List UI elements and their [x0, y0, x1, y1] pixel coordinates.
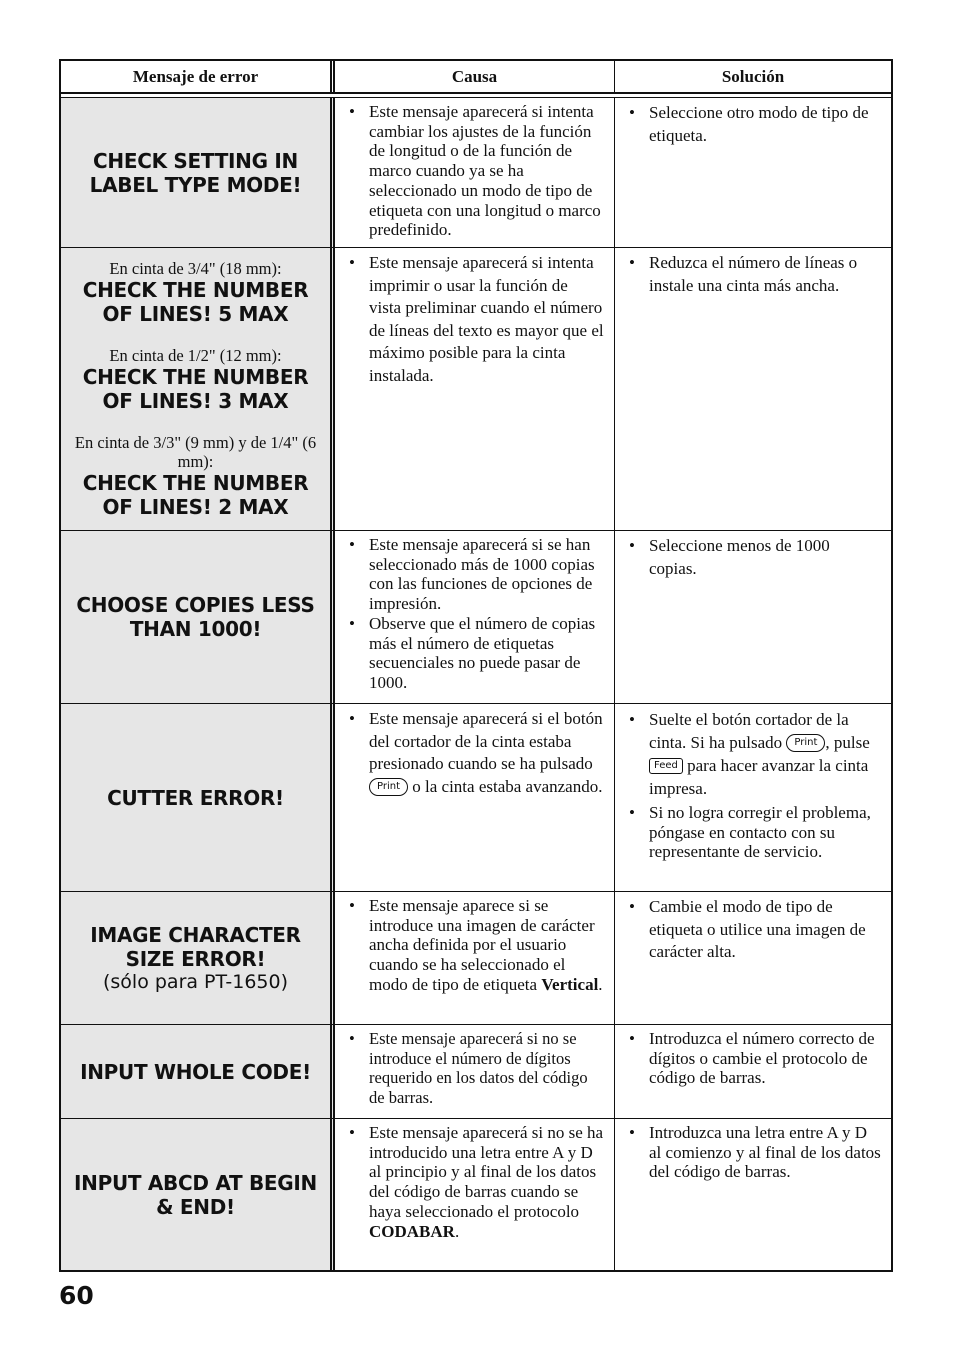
cause-cell	[335, 248, 615, 530]
table-row	[61, 531, 891, 704]
error-message: IMAGE CHARACTER SIZE ERROR!	[90, 922, 301, 971]
table-row	[61, 248, 891, 531]
solution-item: • Suelte el botón cortador de la cinta. Si ha pulsado Print , pulse Feed para hacer avanzar la cinta impresa.	[627, 708, 881, 800]
table-row	[61, 1119, 891, 1270]
error-message-cell	[61, 531, 335, 703]
cause-item: • Este mensaje aparecerá si el botón del cortador de la cinta estaba presionado cuando se ha pulsado Print o la cinta estaba avanzando.	[347, 708, 604, 798]
header-causa: Causa	[335, 61, 615, 92]
solution-cell	[615, 531, 891, 703]
solution-cell	[615, 248, 891, 530]
solution-cell	[615, 1025, 891, 1118]
cause-cell	[335, 98, 615, 247]
table-row	[61, 892, 891, 1025]
error-message-cell	[61, 98, 335, 247]
solution-item: • Introduzca el número correcto de dígitos o cambie el protocolo de código de barras.	[627, 1029, 881, 1088]
tape-note: En cinta de 1/2" (12 mm):	[109, 346, 282, 365]
error-message: CHECK THE NUMBER OF LINES! 3 MAX	[82, 365, 309, 413]
solution-cell	[615, 98, 891, 247]
error-message-cell	[61, 892, 335, 1024]
solution-cell	[615, 892, 891, 1024]
solution-item: • Si no logra corregir el problema, póngase en contacto con su representante de servicio.	[627, 803, 881, 862]
table-header	[61, 61, 891, 94]
error-message: CHECK THE NUMBER OF LINES! 5 MAX	[82, 278, 309, 326]
error-message: INPUT WHOLE CODE!	[80, 1059, 311, 1084]
error-message: CUTTER ERROR!	[107, 785, 284, 810]
cause-item: • Este mensaje aparecerá si no se ha introducido una letra entre A y D al principio y al final de los datos del código de barras cuando se haya seleccionado el protocolo CODABAR.	[347, 1123, 604, 1241]
model-note: (sólo para PT-1650)	[102, 970, 289, 993]
header-mensaje: Mensaje de error	[61, 61, 335, 92]
error-message-cell	[61, 704, 335, 891]
cause-item: • Este mensaje aparecerá si se han seleccionado más de 1000 copias con las funciones de opciones de impresión.	[347, 535, 604, 614]
error-message: CHECK SETTING IN LABEL TYPE MODE!	[89, 148, 302, 197]
error-message-cell	[61, 1025, 335, 1118]
tape-note: En cinta de 3/3" (9 mm) y de 1/4" (6 mm):	[74, 433, 317, 471]
error-message: INPUT ABCD AT BEGIN & END!	[74, 1170, 317, 1219]
error-message-cell	[61, 248, 335, 530]
print-key-icon: Print	[369, 778, 408, 796]
solution-cell	[615, 704, 891, 891]
error-message: CHOOSE COPIES LESS THAN 1000!	[76, 593, 315, 641]
error-table	[59, 59, 893, 1272]
cause-cell	[335, 892, 615, 1024]
cause-item: • Observe que el número de copias más el número de etiquetas secuenciales no puede pasar de 1000.	[347, 614, 604, 693]
feed-key-icon: Feed	[649, 758, 683, 774]
cause-cell	[335, 1119, 615, 1270]
solution-item: • Reduzca el número de líneas o instale una cinta más ancha.	[627, 252, 881, 297]
solution-item: • Cambie el modo de tipo de etiqueta o utilice una imagen de carácter alta.	[627, 896, 881, 964]
error-message: CHECK THE NUMBER OF LINES! 2 MAX	[82, 471, 309, 519]
cause-item: • Este mensaje aparece si se introduce una imagen de carácter ancha definida por el usuario cuando se ha seleccionado el modo de tipo de etiqueta Vertical.	[347, 896, 604, 995]
cause-cell	[335, 531, 615, 703]
tape-note: En cinta de 3/4" (18 mm):	[109, 259, 282, 278]
solution-item: • Seleccione otro modo de tipo de etiqueta.	[627, 102, 881, 147]
cause-cell	[335, 704, 615, 891]
cause-item: • Este mensaje aparecerá si intenta imprimir o usar la función de vista preliminar cuando el número de líneas del texto es mayor que el máximo posible para la cinta instalada.	[347, 252, 604, 387]
cause-item: • Este mensaje aparecerá si intenta cambiar los ajustes de la función de longitud o de la función de marco cuando ya se ha seleccionado un modo de tipo de etiqueta con una longitud o marco predefinido.	[347, 102, 604, 240]
solution-cell	[615, 1119, 891, 1270]
table-row	[61, 98, 891, 248]
page-number: 60	[59, 1281, 94, 1310]
table-row	[61, 704, 891, 892]
solution-item: • Introduzca una letra entre A y D al comienzo y al final de los datos del código de barras.	[627, 1123, 881, 1182]
table-row	[61, 1025, 891, 1119]
cause-cell	[335, 1025, 615, 1118]
print-key-icon: Print	[786, 734, 825, 752]
header-solucion: Solución	[721, 66, 785, 86]
error-message-cell	[61, 1119, 335, 1270]
cause-item: • Este mensaje aparecerá si no se introduce el número de dígitos requerido en los datos del código de barras.	[347, 1029, 604, 1108]
solution-item: • Seleccione menos de 1000 copias.	[627, 535, 881, 580]
